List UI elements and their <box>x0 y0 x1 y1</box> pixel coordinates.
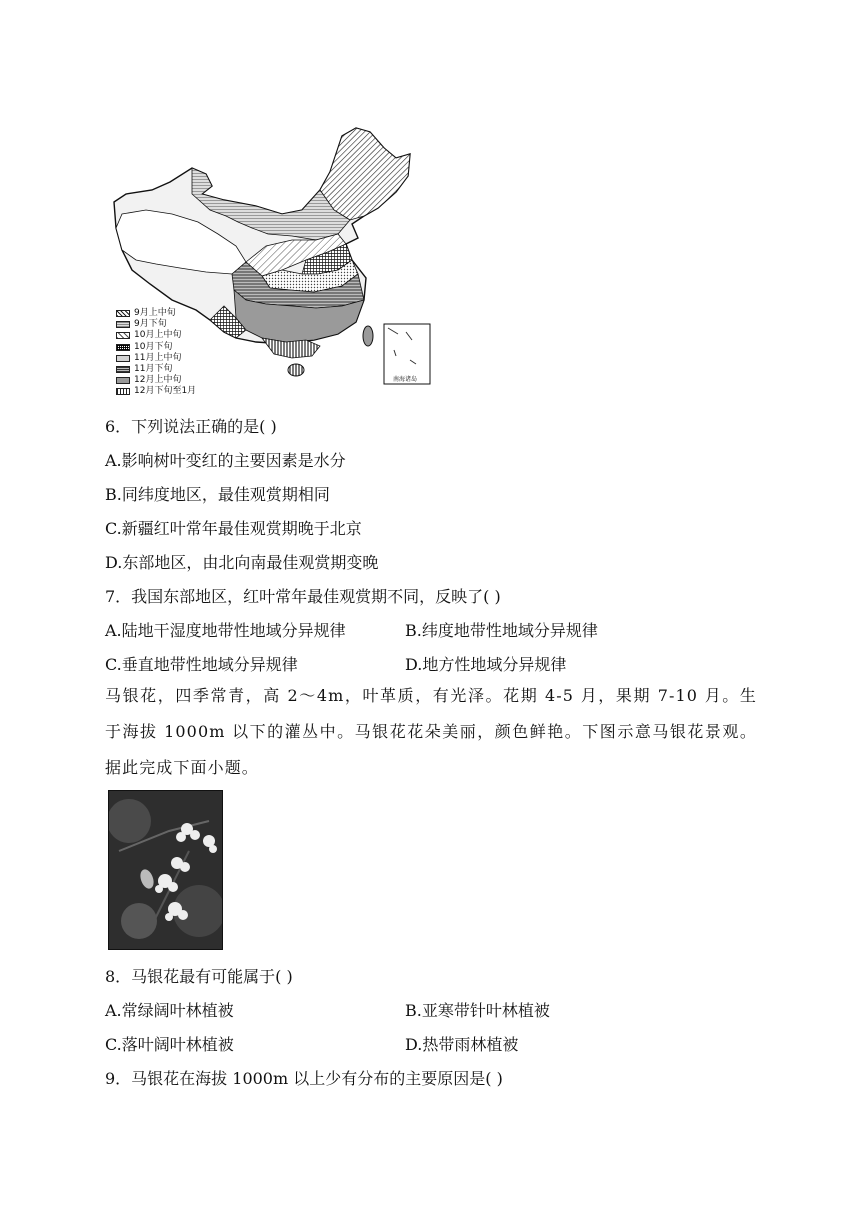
legend-swatch <box>116 366 130 373</box>
question-6-option-a: A.影响树叶变红的主要因素是水分 <box>105 451 346 470</box>
question-7-option-d: D.地方性地域分异规律 <box>405 655 567 674</box>
question-7-option-c: C.垂直地带性地域分异规律 <box>105 655 298 674</box>
legend-label: 12月上中旬 <box>134 375 182 386</box>
inset-label: 南海诸岛 <box>393 376 418 383</box>
legend-label: 9月下旬 <box>134 319 167 330</box>
legend-item <box>116 308 196 319</box>
legend-swatch <box>116 344 130 351</box>
legend-label: 11月下旬 <box>134 363 173 374</box>
legend-label: 9月上中旬 <box>134 308 176 318</box>
legend-swatch <box>116 332 130 339</box>
question-9-stem: 9．马银花在海拔 1000m 以上少有分布的主要原因是( ) <box>105 1069 503 1088</box>
legend-swatch <box>116 377 130 384</box>
legend-item <box>116 342 196 353</box>
legend-label: 12月下旬至1月 <box>134 386 197 397</box>
legend-item <box>116 364 196 375</box>
flower-photo <box>108 790 223 950</box>
question-6-stem: 6．下列说法正确的是( ) <box>105 417 277 436</box>
question-8-stem: 8．马银花最有可能属于( ) <box>105 967 293 986</box>
question-6-option-c: C.新疆红叶常年最佳观赏期晚于北京 <box>105 519 362 538</box>
question-7-option-b: B.纬度地带性地域分异规律 <box>405 621 598 640</box>
question-7-option-a: A.陆地干湿度地带性地域分异规律 <box>105 621 346 640</box>
map-legend <box>116 308 196 398</box>
question-8-option-d: D.热带雨林植被 <box>405 1035 519 1054</box>
legend-swatch <box>116 310 130 317</box>
legend-swatch <box>116 388 130 395</box>
question-7-stem: 7．我国东部地区，红叶常年最佳观赏期不同，反映了( ) <box>105 587 501 606</box>
question-6-option-b: B.同纬度地区，最佳观赏期相同 <box>105 485 330 504</box>
legend-label: 10月下旬 <box>134 341 173 352</box>
legend-item <box>116 375 196 386</box>
passage-text: 马银花，四季常青，高 2～4m，叶革质，有光泽。花期 4-5 月，果期 7-10 月。生于海拔 1000m 以下的灌丛中。马银花花朵美丽，颜色鲜艳。下图示意马银花景观。据此完成下面小题。 <box>105 686 757 777</box>
legend-item <box>116 386 196 397</box>
flower-photo-graphic <box>109 791 222 949</box>
legend-item <box>116 319 196 330</box>
question-6-option-d: D.东部地区，由北向南最佳观赏期变晚 <box>105 553 379 572</box>
legend-label: 11月上中旬 <box>134 352 182 363</box>
question-8-option-c: C.落叶阔叶林植被 <box>105 1035 234 1054</box>
question-8-option-b: B.亚寒带针叶林植被 <box>405 1001 550 1020</box>
legend-swatch <box>116 355 130 362</box>
legend-item <box>116 353 196 364</box>
legend-swatch <box>116 321 130 328</box>
legend-item <box>116 330 196 341</box>
question-8-option-a: A.常绿阔叶林植被 <box>105 1001 234 1020</box>
legend-label: 10月上中旬 <box>134 330 182 341</box>
